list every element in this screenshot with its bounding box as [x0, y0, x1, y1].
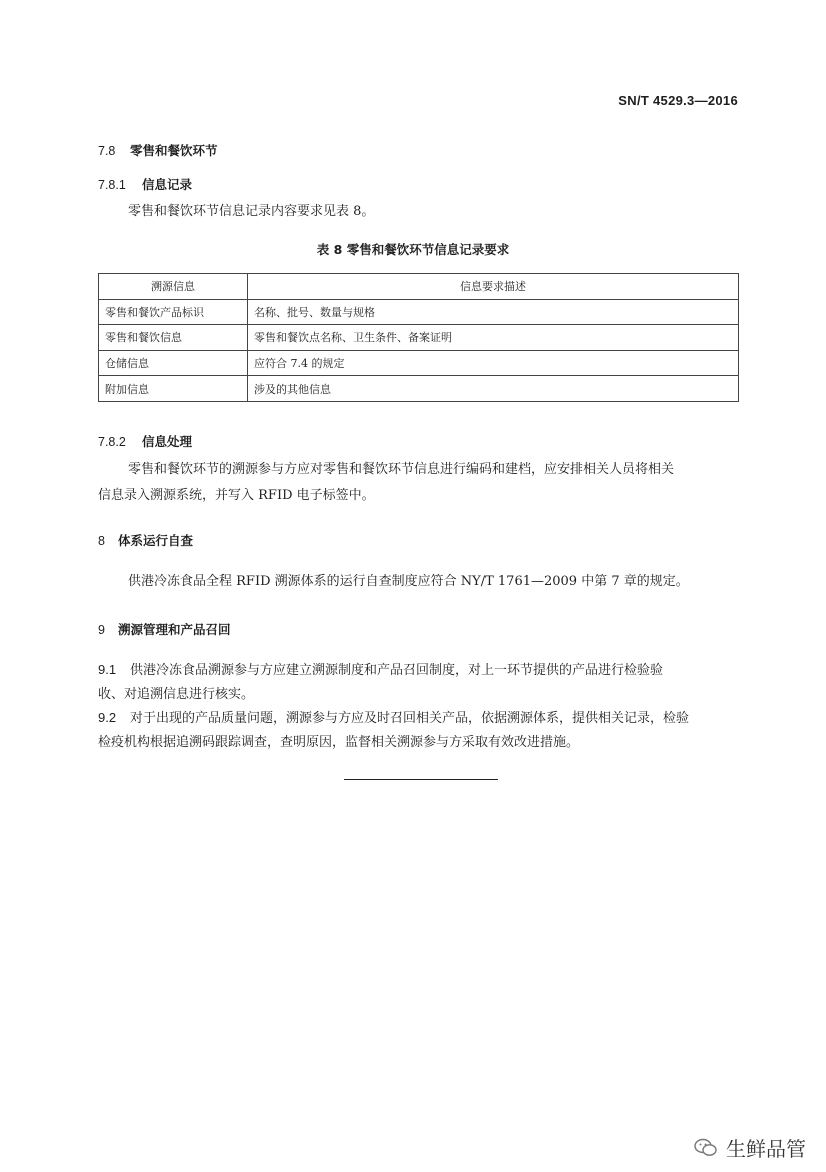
standard-number: SN/T 4529.3—2016: [618, 93, 738, 108]
table-row: [99, 325, 739, 351]
clause-text: 对于出现的产品质量问题，溯源参与方应及时召回相关产品，依据溯源体系，提供相关记录，检验: [130, 711, 690, 726]
info-table: [98, 273, 739, 402]
section-7-8-1-heading: [98, 175, 192, 193]
clause-text: 供港冷冻食品溯源参与方应建立溯源制度和产品召回制度，对上一环节提供的产品进行检验验: [130, 663, 664, 678]
table-header-row: [99, 274, 739, 300]
section-7-8-2-line-1: 零售和餐饮环节的溯源参与方应对零售和餐饮环节信息进行编码和建档，应安排相关人员将相关: [128, 462, 675, 477]
section-title: 信息处理: [142, 434, 193, 449]
clause-9-1-line-1: [98, 657, 663, 684]
table-cell: 零售和餐饮产品标识: [99, 299, 248, 325]
section-8-heading: [98, 531, 193, 549]
section-7-8-1-text: 零售和餐饮环节信息记录内容要求见表 8。: [128, 204, 375, 219]
table-cell: 附加信息: [99, 376, 248, 402]
section-title: 体系运行自查: [118, 533, 194, 548]
clause-9-2-line-2: 检疫机构根据追溯码跟踪调查，查明原因，监督相关溯源参与方采取有效改进措施。: [98, 735, 580, 750]
table-cell: 零售和餐饮点名称、卫生条件、备案证明: [248, 325, 739, 351]
table-cell: 应符合 7.4 的规定: [248, 350, 739, 376]
section-9-heading: [98, 620, 231, 638]
section-8-text: 供港冷冻食品全程 RFID 溯源体系的运行自查制度应符合 NY/T 1761—2009 中第 7 章的规定。: [128, 574, 689, 589]
section-number: 7.8: [98, 144, 116, 158]
section-title: 溯源管理和产品召回: [118, 622, 231, 637]
section-number: 8: [98, 534, 105, 548]
clause-number: 9.1: [98, 662, 117, 677]
table-row: [99, 299, 739, 325]
table-row: [99, 350, 739, 376]
section-7-8-2-line-2: 信息录入溯源系统，并写入 RFID 电子标签中。: [98, 488, 375, 503]
section-title: 零售和餐饮环节: [130, 143, 218, 158]
table-caption: 表 8 零售和餐饮环节信息记录要求: [316, 242, 510, 257]
section-title: 信息记录: [142, 177, 193, 192]
clause-9-2-line-1: [98, 705, 689, 732]
table-header-cell: 信息要求描述: [248, 274, 739, 300]
watermark: [694, 1133, 806, 1162]
section-7-8-2-heading: [98, 432, 192, 450]
section-7-8-heading: [98, 141, 218, 159]
clause-number: 9.2: [98, 710, 117, 725]
section-number: 7.8.1: [98, 178, 126, 192]
table-cell: 仓储信息: [99, 350, 248, 376]
table-header-cell: 溯源信息: [99, 274, 248, 300]
clause-9-1-line-2: 收、对追溯信息进行核实。: [98, 687, 255, 702]
table-row: [99, 376, 739, 402]
table-cell: 零售和餐饮信息: [99, 325, 248, 351]
watermark-text: 生鲜品管: [726, 1137, 806, 1161]
wechat-icon: [694, 1138, 718, 1158]
table-cell: 名称、批号、数量与规格: [248, 299, 739, 325]
section-number: 7.8.2: [98, 435, 126, 449]
table-cell: 涉及的其他信息: [248, 376, 739, 402]
section-number: 9: [98, 623, 105, 637]
end-rule: [344, 779, 498, 780]
